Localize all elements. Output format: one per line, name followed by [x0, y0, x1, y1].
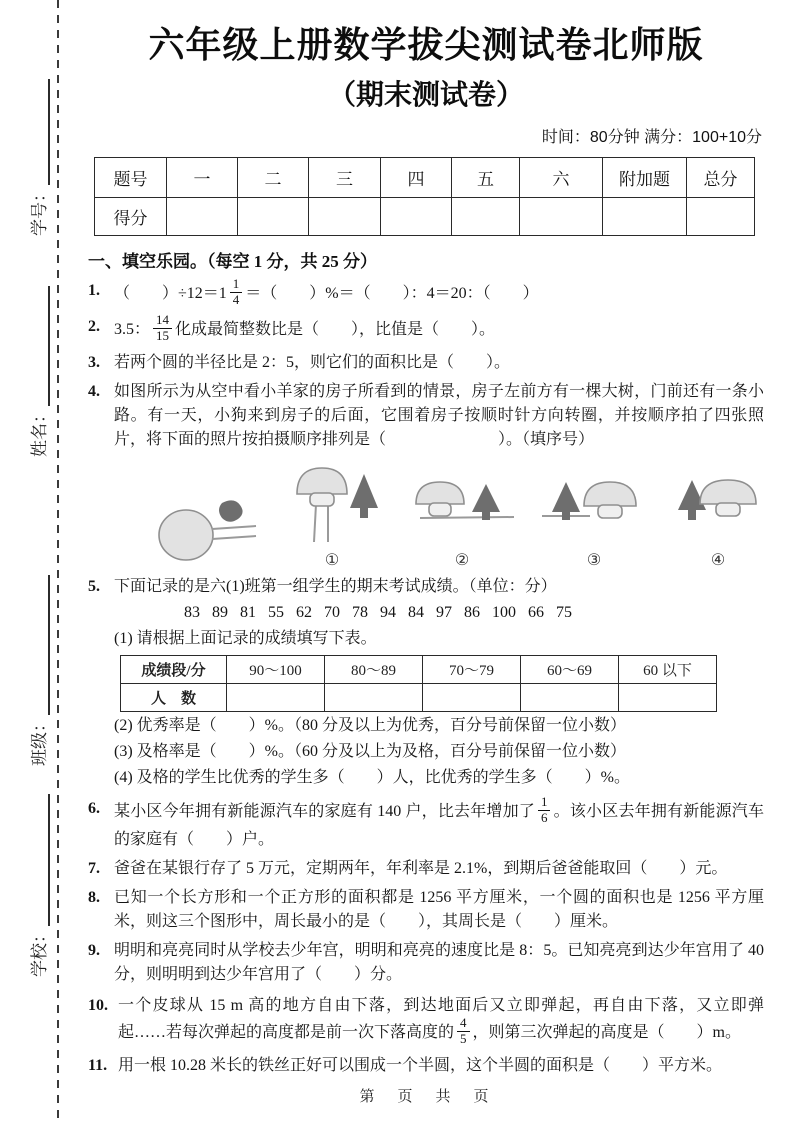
question-number: 5.: [88, 578, 100, 596]
name-field: [25, 286, 50, 457]
mushroom-body-icon: [429, 503, 451, 516]
score-header-cell: 四: [381, 158, 452, 198]
question-text: 一个皮球从 15 m 高的地方自由下落，到达地面后又立即弹起，再自由下落，又立即弹起……若每次弹起的高度都是前一次下落高度的 $\frac{4}{5}$ ，则第三次弹起的高度是（ ）m。: [118, 997, 764, 1046]
question-1: [88, 276, 764, 310]
score-table-score-row: [95, 198, 755, 236]
question-number: 6.: [88, 800, 100, 818]
question-text: （ ）÷12＝1 $\frac{1}{4}$ ＝（ ）%＝（ ）：4＝20：（ ）: [114, 276, 539, 308]
school-field: [25, 794, 50, 977]
score-header-cell: 二: [238, 158, 309, 198]
page-subtitle: （期末测试卷）: [327, 79, 524, 111]
student-info-sidebar: [8, 0, 50, 1122]
question-10: [88, 994, 764, 1049]
score-header-cell: 题号: [95, 158, 167, 198]
question-text: 明明和亮亮同时从学校去少年宫，明明和亮亮的速度比是 8：5。已知亮亮到达少年宫用了 40 分，则明明到达少年宫用了（ ）分。: [114, 942, 764, 984]
question-8: [88, 886, 764, 934]
tree-trunk-icon: [360, 508, 368, 518]
distribution-header-cell: 90～100: [227, 656, 325, 684]
question-text: 某小区今年拥有新能源汽车的家庭有 140 户，比去年增加了 $\frac{1}{6}$ 。该小区去年拥有新能源汽车的家庭有（ ）户。: [114, 794, 764, 849]
score-blank-cell: [167, 198, 238, 236]
exam-content: [88, 0, 764, 1078]
question-2: [88, 312, 764, 346]
distribution-header-cell: 成绩段/分: [121, 656, 227, 684]
score-blank-cell: [452, 198, 520, 236]
question-5-scores: 83 89 81 55 62 70 78 94 84 97 86 100 66 75: [184, 604, 572, 622]
question-text: 如图所示为从空中看小羊家的房子所看到的情景，房子左前方有一棵大树，门前还有一条小路。有一天，小狗来到房子的后面，它围着房子按顺时针方向转圈，并按顺序拍了四张照片，将下面的照片按拍摄顺序排列是（ ）。（填序号）: [114, 383, 764, 449]
question-text: 用一根 10.28 米长的铁丝正好可以围成一个半圆，这个半圆的面积是（ ）平方米。: [118, 1056, 723, 1074]
road-lines-icon: [314, 504, 328, 542]
distribution-header-cell: 80～89: [325, 656, 423, 684]
question-5: [88, 575, 764, 599]
mushroom-roof-icon: [297, 468, 347, 494]
distribution-blank-cell: [619, 684, 717, 712]
mushroom-body-icon: [310, 493, 334, 506]
exam-meta: 时间：80分钟 满分：100+10分: [541, 129, 762, 147]
score-header-cell: 三: [309, 158, 381, 198]
student-number-field: [25, 79, 50, 236]
score-header-cell: 五: [452, 158, 520, 198]
student-number-blank-line: [43, 79, 50, 185]
road-lines-icon: [212, 526, 256, 539]
score-blank-cell: [687, 198, 755, 236]
score-blank-cell: [520, 198, 603, 236]
question-text: 若两个圆的半径比是 2：5，则它们的面积比是（ ）。: [114, 354, 511, 372]
class-blank-line: [43, 575, 50, 715]
school-blank-line: [43, 794, 50, 926]
question-number: 1.: [88, 282, 100, 300]
fraction: $\frac{1}{4}$: [230, 277, 243, 308]
figure-photo-3: [542, 460, 646, 570]
question-5-sub-1: (1) 请根据上面记录的成绩填写下表。: [114, 630, 377, 648]
score-table-header-row: [95, 158, 755, 198]
tree-top-icon: [219, 501, 243, 522]
score-header-cell: 六: [520, 158, 603, 198]
question-text: 爸爸在某银行存了 5 万元，定期两年，年利率是 2.1%，到期后爸爸能取回（ ）元。: [114, 860, 728, 878]
name-label: 姓名：: [30, 406, 49, 457]
question-4: [88, 380, 764, 452]
question-11: [88, 1054, 764, 1078]
question-number: 3.: [88, 354, 100, 372]
question-number: 4.: [88, 383, 100, 401]
distribution-count-row: [121, 684, 717, 712]
figure-label: ④: [710, 552, 726, 570]
question-number: 10.: [88, 997, 108, 1015]
score-blank-cell: [381, 198, 452, 236]
score-distribution-table: [120, 655, 717, 712]
road-line-icon: [420, 517, 514, 518]
question-5-sub-2: (2) 优秀率是（ ）%。（80 分及以上为优秀，百分号前保留一位小数）: [114, 717, 626, 735]
distribution-header-cell: 70～79: [423, 656, 521, 684]
score-blank-cell: [309, 198, 381, 236]
question-text: 3.5： $\frac{14}{15}$ 化成最简整数比是（ ），比值是（ ）。: [114, 312, 496, 344]
distribution-blank-cell: [521, 684, 619, 712]
question-5-sub-3: (3) 及格率是（ ）%。（60 分及以上为及格，百分号前保留一位小数）: [114, 743, 626, 761]
distribution-row-label: 人 数: [121, 684, 227, 712]
tree-icon: [472, 484, 500, 512]
question-6: [88, 794, 764, 852]
question-number: 11.: [88, 1056, 108, 1074]
mushroom-body-icon: [598, 505, 622, 518]
tree-icon: [552, 482, 580, 512]
distribution-header-row: [121, 656, 717, 684]
figure-aerial-view: [146, 491, 258, 570]
score-blank-cell: [603, 198, 687, 236]
section-1-heading: 一、填空乐园。（每空 1 分，共 25 分）: [88, 252, 377, 272]
question-3: [88, 351, 764, 375]
tree-trunk-icon: [562, 512, 570, 520]
mushroom-roof-icon: [416, 482, 464, 504]
score-blank-cell: [238, 198, 309, 236]
tree-icon: [350, 474, 378, 508]
question-number: 9.: [88, 942, 100, 960]
distribution-header-cell: 60～69: [521, 656, 619, 684]
question-text: 下面记录的是六(1)班第一组学生的期末考试成绩。（单位：分）: [114, 578, 557, 596]
mushroom-roof-icon: [584, 482, 636, 506]
figure-label: ②: [454, 552, 470, 570]
question-7: [88, 857, 764, 881]
question-number: 7.: [88, 860, 100, 878]
question-number: 8.: [88, 889, 100, 907]
mushroom-body-icon: [716, 503, 740, 516]
page-title: 六年级上册数学拔尖测试卷北师版: [148, 24, 704, 65]
fraction: $\frac{4}{5}$: [457, 1016, 470, 1047]
distribution-blank-cell: [227, 684, 325, 712]
mushroom-roof-icon: [700, 480, 756, 504]
distribution-blank-cell: [423, 684, 521, 712]
figure-photo-2: [406, 460, 518, 570]
class-label: 班级：: [30, 715, 49, 766]
figure-label: ③: [586, 552, 602, 570]
question-9: [88, 939, 764, 987]
house-top-icon: [159, 510, 213, 560]
page-footer: 第 页 共 页: [359, 1088, 493, 1105]
score-header-cell: 总分: [687, 158, 755, 198]
figure-label: ①: [324, 552, 340, 570]
score-table: [94, 157, 755, 236]
class-field: [25, 575, 50, 766]
score-header-cell: 一: [167, 158, 238, 198]
tree-trunk-icon: [482, 512, 490, 520]
score-row-label: 得分: [95, 198, 167, 236]
fraction: $\frac{1}{6}$: [538, 795, 551, 826]
student-number-label: 学号：: [30, 185, 49, 236]
distribution-header-cell: 60 以下: [619, 656, 717, 684]
question-number: 2.: [88, 318, 100, 336]
score-header-cell: 附加题: [603, 158, 687, 198]
tree-trunk-icon: [688, 510, 696, 520]
name-blank-line: [43, 286, 50, 406]
figure-photo-4: [670, 460, 766, 570]
question-text: 已知一个长方形和一个正方形的面积都是 1256 平方厘米，一个圆的面积也是 1256 平方厘米，则这三个图形中，周长最小的是（ ），其周长是（ ）厘米。: [114, 889, 764, 931]
question-4-figures: [146, 460, 764, 570]
fraction: $\frac{14}{15}$: [153, 313, 172, 344]
question-5-sub-4: (4) 及格的学生比优秀的学生多（ ）人，比优秀的学生多（ ）%。: [114, 769, 630, 787]
school-label: 学校：: [30, 926, 49, 977]
dashed-cut-line: [57, 0, 59, 1122]
figure-photo-1: [282, 460, 382, 570]
distribution-blank-cell: [325, 684, 423, 712]
